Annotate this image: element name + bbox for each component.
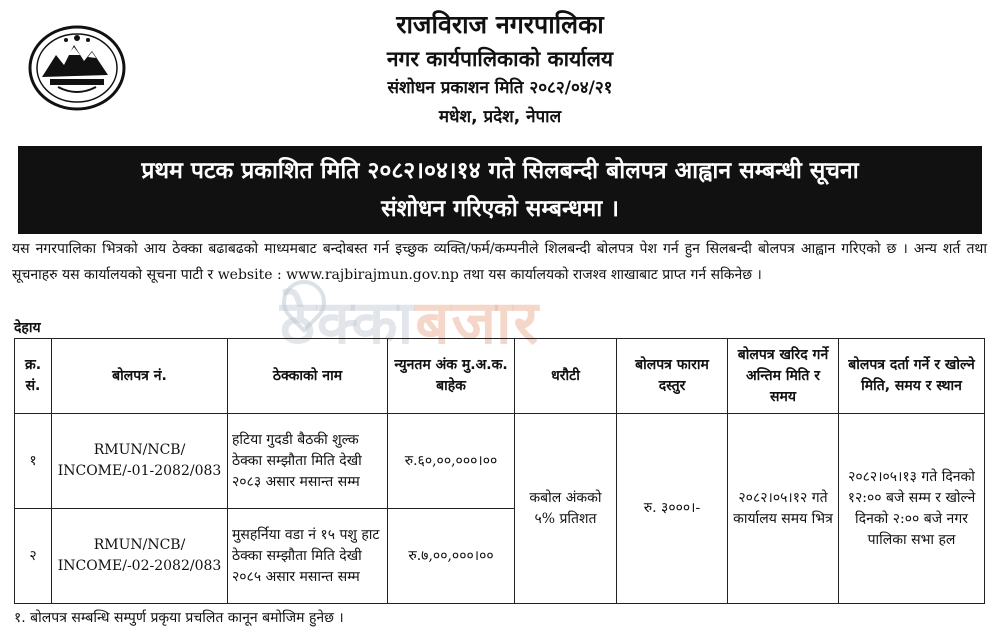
- header-form-fee: बोलपत्र फाराम दस्तुर: [617, 339, 728, 414]
- header-contract-name: ठेक्काको नाम: [228, 339, 388, 414]
- footnote: १. बोलपत्र सम्बन्धि सम्पुर्ण प्रकृया प्रचलित कानून बमोजिम हुनेछ ।: [14, 610, 344, 626]
- revision-date: संशोधन प्रकाशन मिति २०८२/०४/२१: [387, 78, 613, 98]
- header-min-amount: न्युनतम अंक मु.अ.क. बाहेक: [388, 339, 515, 414]
- row-contract-name: हटिया गुदडी बैठकी शुल्क ठेक्का सम्झौता मिति देखी २०८३ असार मसान्त सम्म: [228, 414, 388, 509]
- address: मधेश, प्रदेश, नेपाल: [438, 107, 562, 127]
- intro-paragraph: यस नगरपालिका भित्रको आय ठेक्का बढाबढको माध्यमबाट बन्दोबस्त गर्न इच्छुक व्यक्ति/फर्म/कम्पनीले शिलबन्दी बोलपत्र पेश गर्न हुन सिलबन्दी बोलपत्र आह्वान गरिएको छ । अन्य शर्त तथा सूचनाहरु यस कार्यालयको सूचना पाटी र website : www.rajbirajmun.gov.np तथा यस कार्यालयको राजश्व शाखाबाट प्राप्त गर्न सकिनेछ ।: [12, 241, 987, 283]
- notice-title-banner: [18, 146, 982, 234]
- row-sn: १: [15, 414, 52, 509]
- watermark-part-1: ठेक्का: [280, 288, 416, 358]
- row-min-amount: रु.७,००,०००।००: [388, 509, 515, 604]
- table-header-row: [15, 339, 985, 414]
- section-label: देहाय: [14, 320, 41, 336]
- form-fee-cell: रु. ३०००।-: [617, 414, 728, 604]
- banner-line-1: प्रथम पटक प्रकाशित मिति २०८२।०४।१४ गते सिलबन्दी बोलपत्र आह्वान सम्बन्धी सूचना: [141, 158, 859, 184]
- banner-line-2: संशोधन गरिएको सम्बन्धमा ।: [381, 196, 619, 222]
- watermark-part-2: बजार: [415, 288, 541, 358]
- header-deposit: धरौटी: [515, 339, 617, 414]
- organization-name: राजविराज नगरपालिका: [396, 10, 604, 39]
- row-sn: २: [15, 509, 52, 604]
- row-contract-name: मुसहर्निया वडा नं १५ पशु हाट ठेक्का सम्झौता मिति देखी २०८५ असार मसान्त सम्म: [228, 509, 388, 604]
- row-bid-no: RMUN/NCB/ INCOME/-02-2082/083: [52, 509, 228, 604]
- purchase-deadline-cell: २०८२।०५।१२ गते कार्यालय समय भित्र: [728, 414, 839, 604]
- table-row: [15, 414, 985, 509]
- row-min-amount: रु.६०,००,०००।००: [388, 414, 515, 509]
- header-sn: क्र. सं.: [15, 339, 52, 414]
- header-purchase-deadline: बोलपत्र खरिद गर्ने अन्तिम मिति र समय: [728, 339, 839, 414]
- row-bid-no: RMUN/NCB/ INCOME/-01-2082/083: [52, 414, 228, 509]
- header-bid-no: बोलपत्र नं.: [52, 339, 228, 414]
- header-submission-opening: बोलपत्र दर्ता गर्ने र खोल्ने मिति, समय र स्थान: [839, 339, 985, 414]
- office-name: नगर कार्यपालिकाको कार्यालय: [386, 47, 614, 71]
- tender-table: [14, 338, 985, 604]
- page-header: [180, 8, 820, 132]
- submission-opening-cell: २०८२।०५।१३ गते दिनको १२:०० बजे सम्म र खोल्ने दिनको २:०० बजे नगर पालिका सभा हल: [839, 414, 985, 604]
- municipality-seal-icon: [28, 25, 126, 111]
- deposit-cell: कबोल अंकको ५% प्रतिशत: [515, 414, 617, 604]
